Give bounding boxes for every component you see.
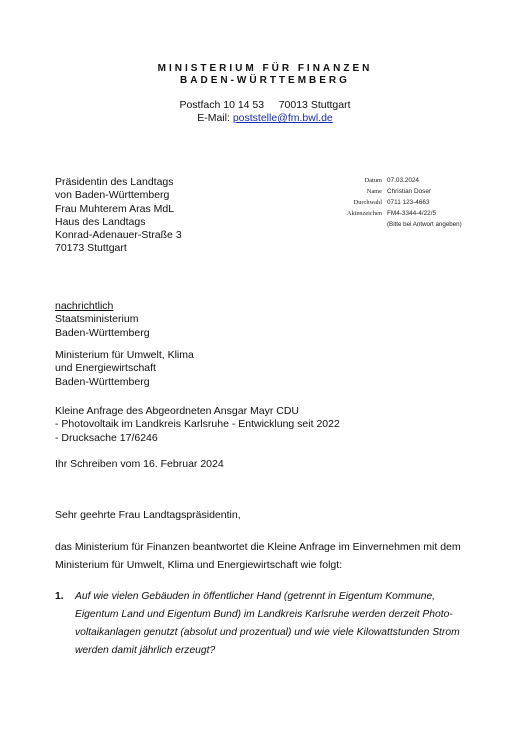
meta-label: Aktenzeichen [346, 210, 382, 217]
letterhead [0, 63, 530, 87]
cc-line: Baden-Württemberg [55, 375, 150, 388]
subject-block [55, 405, 340, 445]
intro-line: das Ministerium für Finanzen beantwortet die Kleine Anfrage im Einvernehmen mit dem [55, 541, 461, 553]
recipient-line: Präsidentin des Landtags [55, 176, 174, 188]
cc-label: nachrichtlich [55, 300, 114, 312]
email-prefix: E-Mail: [197, 112, 233, 124]
question-line: voltaikanlagen genutzt (absolut und prozentual) und wie viele Kilowattstunden Strom [75, 627, 460, 638]
question-1 [55, 588, 485, 660]
question-line: werden damit jährlich erzeugt? [75, 645, 216, 656]
question-line: Eigentum Land und Eigentum Bund) im Landkreis Karlsruhe werden derzeit Photo- [75, 609, 453, 620]
intro-line: Ministerium für Umwelt, Klima und Energiewirtschaft wie folgt: [55, 559, 343, 571]
cc-line: Baden-Württemberg [55, 326, 150, 339]
meta-label: Durchwahl [353, 199, 382, 206]
copy-recipients [55, 300, 150, 340]
letter-metadata [326, 175, 462, 230]
recipient-line: von Baden-Württemberg [55, 189, 170, 202]
ministry-state: BADEN-WÜRTTEMBERG [180, 75, 350, 86]
meta-value: 07.03.2024 [387, 177, 419, 184]
intro-paragraph [55, 538, 485, 574]
recipient-address [55, 176, 182, 256]
sender-address [0, 99, 530, 125]
recipient-line: Frau Muhterem Aras MdL [55, 202, 175, 215]
recipient-line: Konrad-Adenauer-Straße 3 [55, 229, 182, 242]
postal-address: Postfach 10 14 53 70013 Stuttgart [179, 99, 351, 111]
email-link[interactable]: poststelle@fm.bwl.de [232, 112, 333, 124]
recipient-line: Haus des Landtags [55, 215, 146, 228]
subject-line: Kleine Anfrage des Abgeordneten Ansgar Mayr CDU [55, 405, 299, 417]
reference-note: (Bitte bei Antwort angeben) [387, 221, 462, 228]
question-text [75, 588, 485, 660]
meta-row-phone [326, 197, 462, 208]
meta-row-name [326, 186, 462, 197]
question-line: Auf wie vielen Gebäuden in öffentlicher Hand (getrennt in Eigentum Kommune, [75, 591, 436, 602]
reference-line: Ihr Schreiben vom 16. Februar 2024 [55, 458, 224, 470]
meta-row-date [326, 175, 462, 186]
salutation: Sehr geehrte Frau Landtagspräsidentin, [55, 509, 241, 521]
copy-recipient-ministry [55, 349, 194, 389]
cc-line: Ministerium für Umwelt, Klima [55, 349, 194, 361]
meta-label: Datum [364, 177, 382, 184]
meta-row-reference [326, 208, 462, 219]
question-number: 1. [55, 591, 64, 602]
meta-value: Christian Doser [387, 188, 432, 195]
ministry-name: MINISTERIUM FÜR FINANZEN [157, 63, 373, 74]
meta-label: Name [366, 188, 382, 195]
recipient-line: 70173 Stuttgart [55, 242, 127, 255]
meta-value: FM4-3344-4/22/5 [387, 210, 437, 217]
cc-line: und Energiewirtschaft [55, 362, 156, 375]
email-line [0, 112, 530, 125]
subject-line: - Drucksache 17/6246 [55, 431, 158, 444]
cc-line: Staatsministerium [55, 313, 139, 326]
subject-line: - Photovoltaik im Landkreis Karlsruhe - Entwicklung seit 2022 [55, 418, 340, 431]
meta-value: 0711 123-4663 [387, 199, 430, 206]
